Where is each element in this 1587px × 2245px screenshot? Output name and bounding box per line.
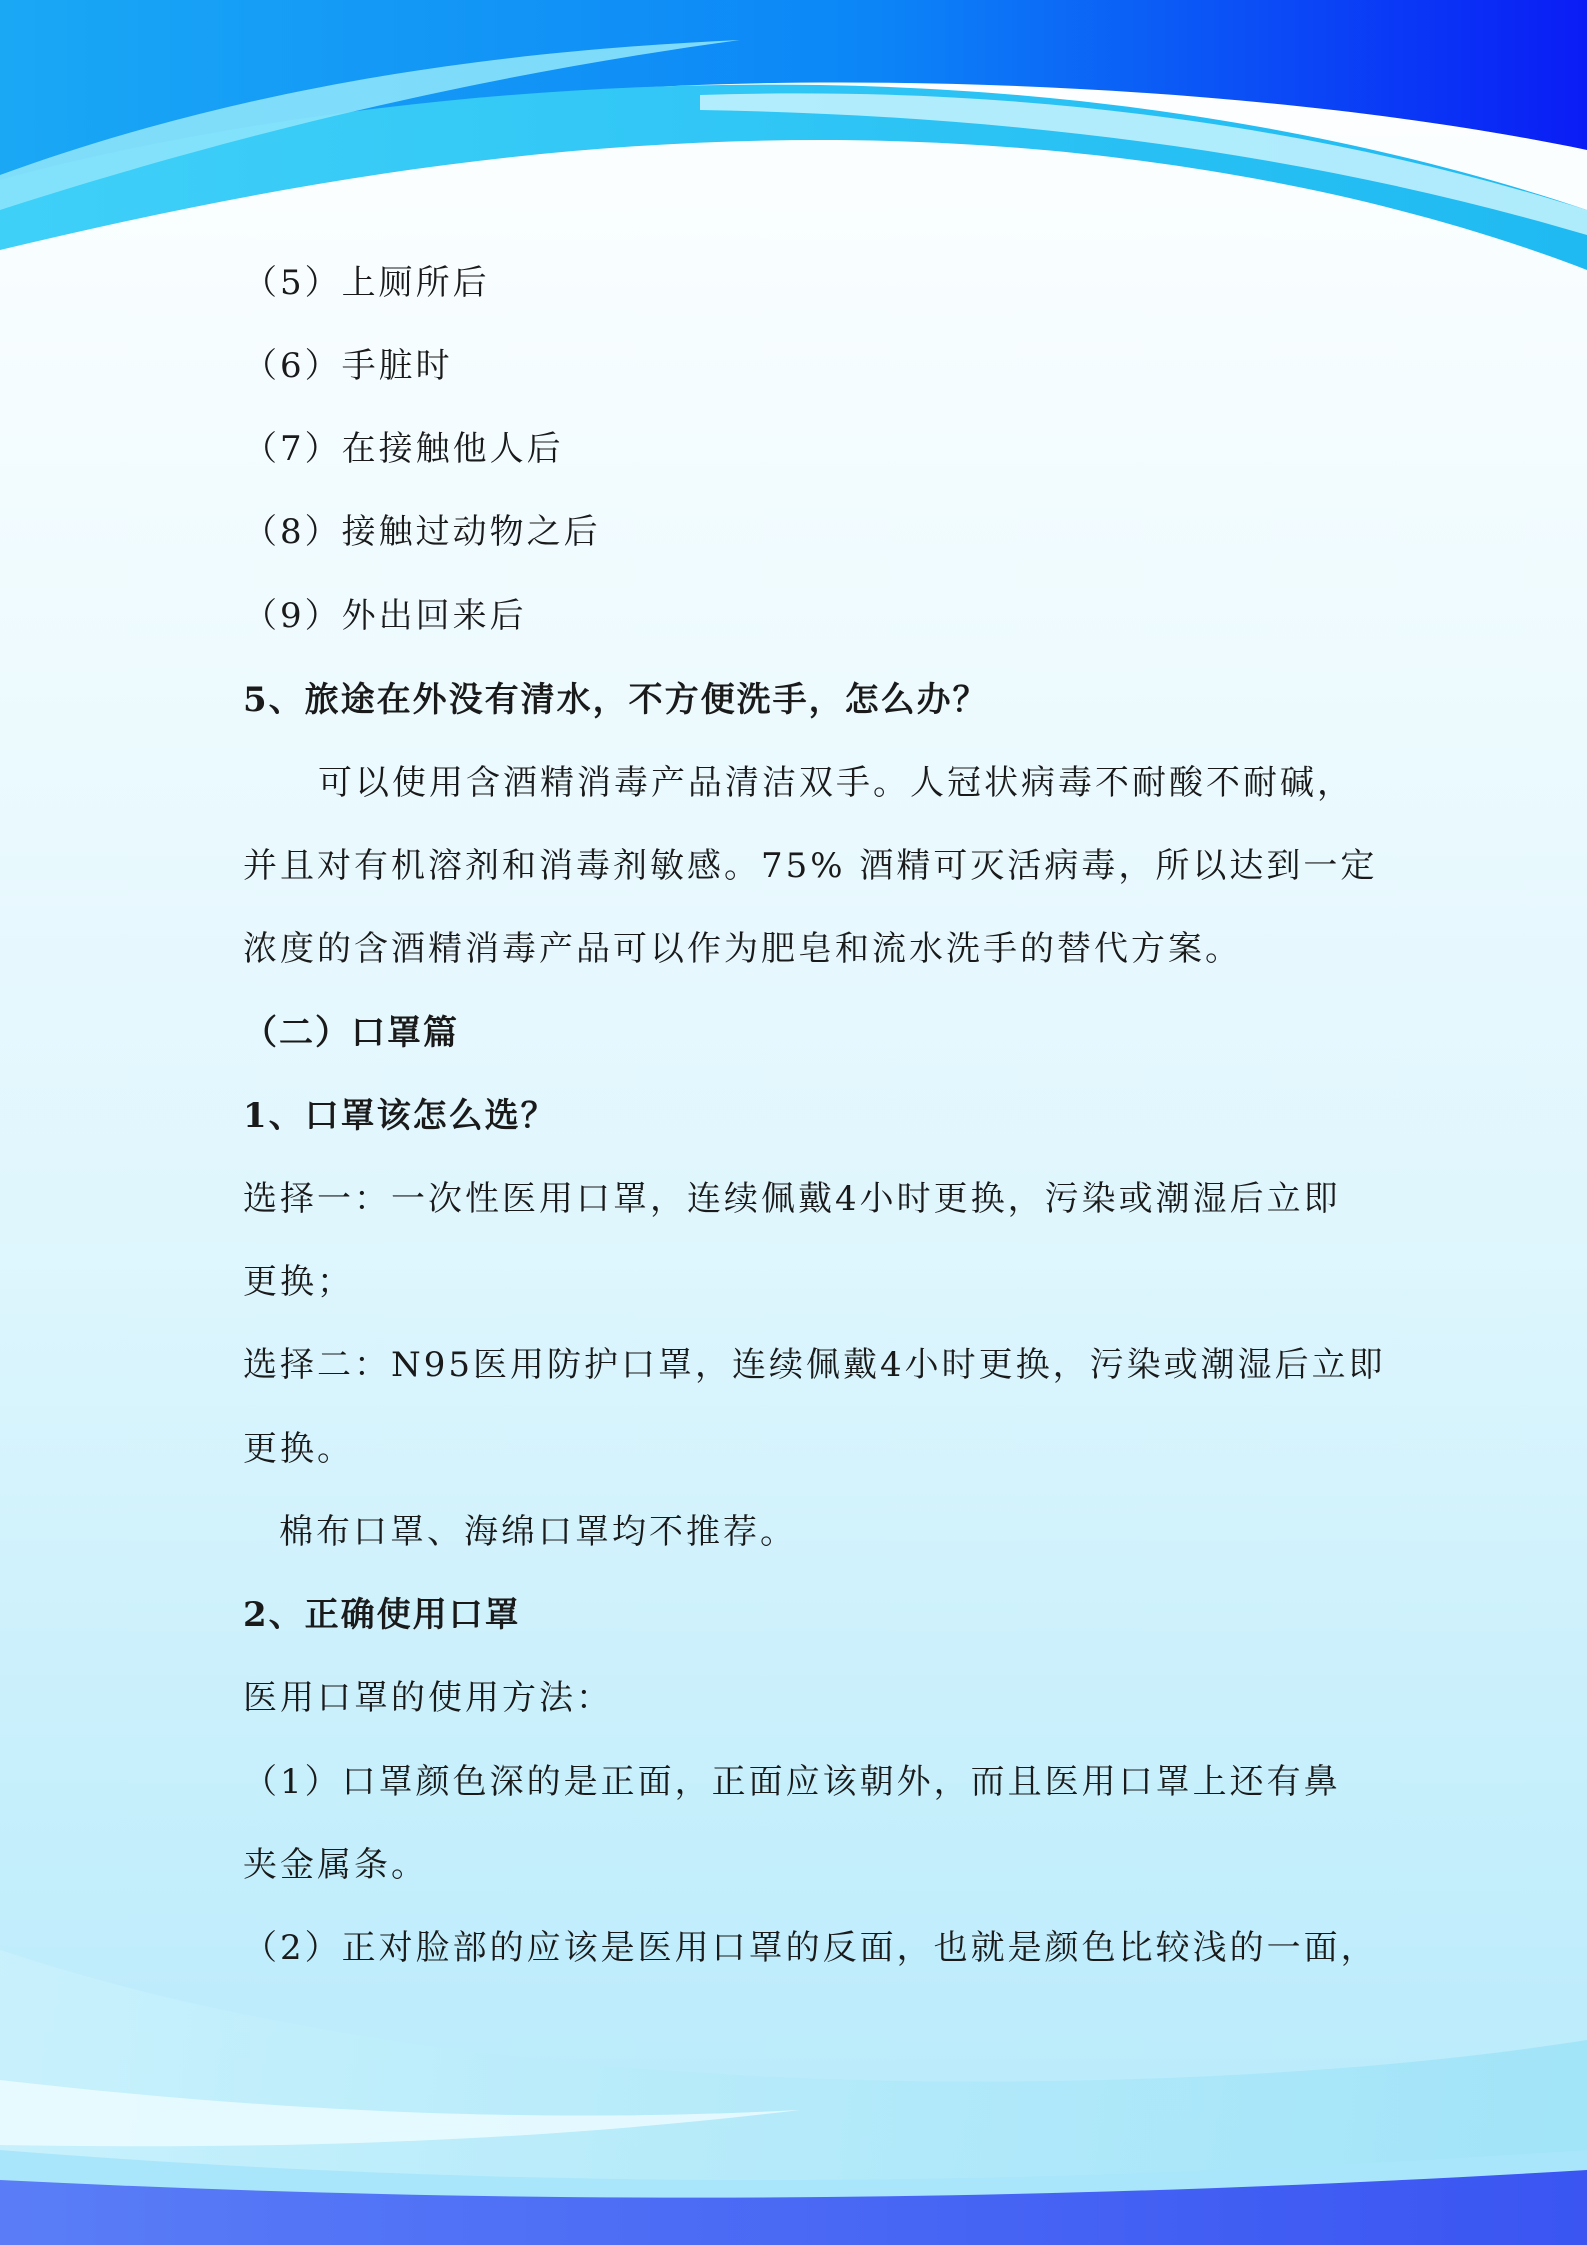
step-1-line-2: 夹金属条。 <box>243 1845 428 1885</box>
section-heading-mask: （二）口罩篇 <box>243 1013 459 1053</box>
question-heading-2: 2、正确使用口罩 <box>243 1595 521 1635</box>
option-2-line-1: 选择二：N95医用防护口罩，连续佩戴4小时更换，污染或潮湿后立即 <box>243 1345 1386 1385</box>
list-item-6: （6）手脏时 <box>243 346 453 386</box>
usage-method-title: 医用口罩的使用方法： <box>243 1678 613 1718</box>
step-1-line-1: （1）口罩颜色深的是正面，正面应该朝外，而且医用口罩上还有鼻 <box>243 1762 1341 1802</box>
step-2-line-1: （2）正对脸部的应该是医用口罩的反面，也就是颜色比较浅的一面， <box>243 1928 1378 1968</box>
list-item-9: （9）外出回来后 <box>243 596 527 636</box>
option-1-line-2: 更换； <box>243 1262 354 1302</box>
list-item-8: （8）接触过动物之后 <box>243 512 601 552</box>
list-item-5: （5）上厕所后 <box>243 263 490 303</box>
paragraph-line-1: 可以使用含酒精消毒产品清洁双手。人冠状病毒不耐酸不耐碱， <box>318 763 1354 803</box>
list-item-7: （7）在接触他人后 <box>243 429 564 469</box>
paragraph-line-3: 浓度的含酒精消毒产品可以作为肥皂和流水洗手的替代方案。 <box>243 929 1242 969</box>
not-recommended-note: 棉布口罩、海绵口罩均不推荐。 <box>279 1512 797 1552</box>
paragraph-line-2: 并且对有机溶剂和消毒剂敏感。75% 酒精可灭活病毒，所以达到一定 <box>243 846 1378 886</box>
question-heading-1: 1、口罩该怎么选？ <box>243 1096 557 1136</box>
option-2-line-2: 更换。 <box>243 1429 354 1469</box>
question-heading-5: 5、旅途在外没有清水，不方便洗手，怎么办？ <box>243 680 989 720</box>
option-1-line-1: 选择一：一次性医用口罩，连续佩戴4小时更换，污染或潮湿后立即 <box>243 1179 1341 1219</box>
